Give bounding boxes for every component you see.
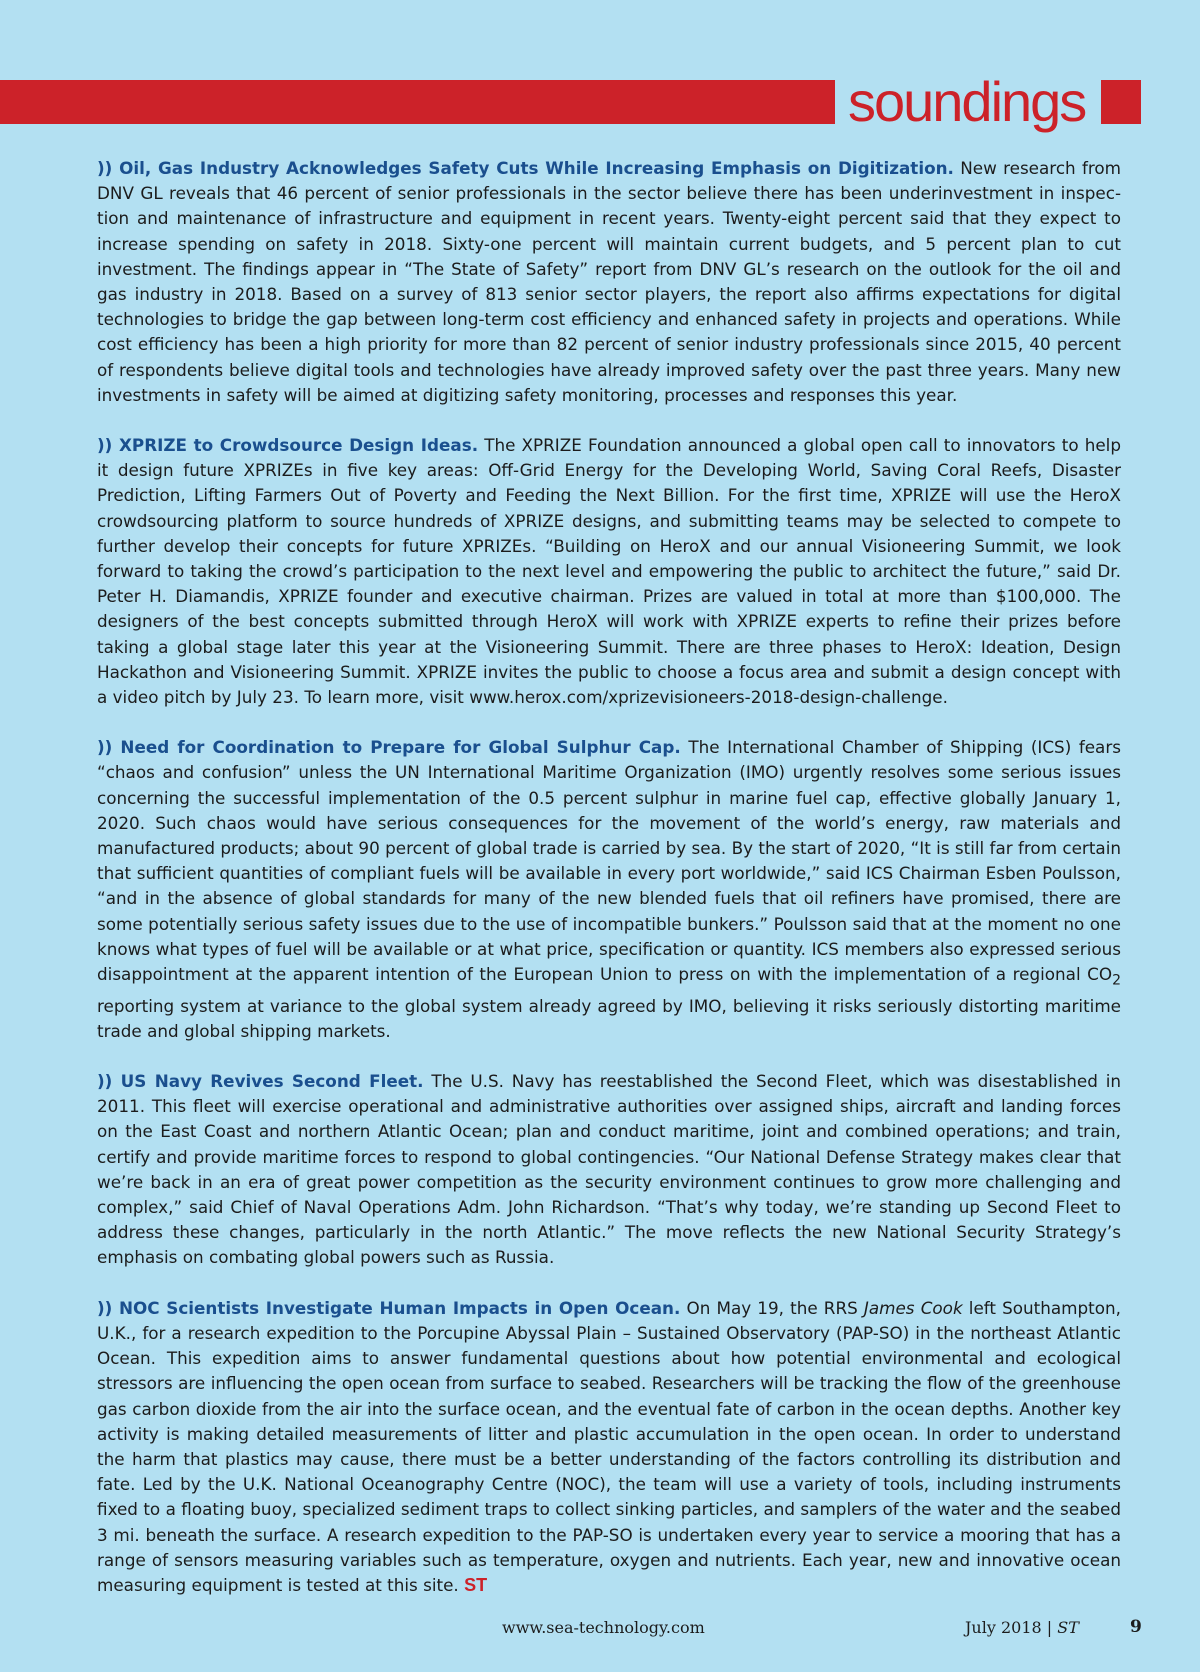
article-body-continued: left Southampton, U.K., for a research expedition to the Porcupine Abyssal Plain – Sustained Observatory (PAP-SO) in the northeast Atlantic Ocean. This expedition aims to answer fundamental questions about how potential environmental and ecological stressors are influencing the open ocean from surface to seabed. Researchers will be tracking the flow of the greenhouse gas carbon dioxide from the air into the surface ocean, and the eventual fate of carbon in the ocean depths. Another key activity is making detailed measurements of litter and plastic accumulation in the open ocean. In order to understand the harm that plastics may cause, there must be a better understanding of the factors controlling its distribution and fate. Led by the U.K. National Oceanography Centre (NOC), the team will use a variety of tools, including instruments fixed to a floating buoy, specialized sediment traps to collect sinking particles, and samplers of the water and the seabed 3 mi. beneath the surface. A research expedition to the PAP-SO is undertaken every year to service a mooring that has a range of sensors measuring variables such as temperature, oxygen and nutrients. Each year, new and innovative ocean measuring equipment is tested at this site. xyxy=(97,1297,1121,1595)
magazine-abbrev: ST xyxy=(1057,1618,1079,1637)
article-headline: )) US Navy Revives Second Fleet. xyxy=(97,1071,424,1092)
section-title: soundings xyxy=(848,70,1086,133)
article-body: On May 19, the RRS xyxy=(686,1297,864,1318)
article-body: The International Chamber of Shipping (ICS) fears “chaos and confusion” unless the UN International Maritime Organization (IMO) urgently resolves some serious issues concerning the successful implementation of the 0.5 percent sulphur in marine fuel cap, effective globally January 1, 2020. Such chaos would have serious consequences for the movement of the world’s energy, raw materials and manufactured products; about 90 percent of global trade is carried by sea. By the start of 2020, “It is still far from certain that sufficient quantities of compliant fuels will be available in every port worldwide,” said ICS Chairman Esben Poulsson, “and in the absence of global standards for many of the new blended fuels that oil refiners have promised, there are some potentially serious safety issues due to the use of incompatible bunkers.” Poulsson said that at the moment no one knows what types of fuel will be available or at what price, specification or quantity. ICS members also expressed serious disappointment at the apparent intention of the European Union to press on with the implementation of a regional CO xyxy=(97,737,1121,985)
issue-date: July 2018 | xyxy=(965,1618,1058,1637)
footer-url: www.sea-technology.com xyxy=(502,1618,705,1637)
article-noc-scientists xyxy=(97,1296,1121,1598)
page-number: 9 xyxy=(1130,1617,1142,1637)
article-sulphur-cap xyxy=(97,735,1121,1044)
article-oil-gas-safety xyxy=(97,156,1121,408)
footer-issue xyxy=(965,1618,1079,1637)
article-xprize xyxy=(97,433,1121,710)
article-body: The XPRIZE Foundation announced a global open call to innovators to help it design future XPRIZEs in five key areas: Off-Grid Energy for the Developing World, Saving Coral Reefs, Disaster Prediction, Lifting Farmers Out of Poverty and Feeding the Next Billion. For the first time, XPRIZE will use the HeroX crowdsourcing platform to source hundreds of XPRIZE designs, and submitting teams may be selected to compete to further develop their concepts for future XPRIZEs. “Building on HeroX and our annual Visioneering Summit, we look forward to taking the crowd’s participation to the next level and empowering the public to architect the future,” said Dr. Peter H. Diamandis, XPRIZE founder and executive chairman. Prizes are valued in total at more than $100,000. The designers of the best concepts submitted through HeroX will work with XPRIZE experts to refine their prizes before taking a global stage later this year at the Visioneering Summit. There are three phases to HeroX: Ideation, Design Hackathon and Visioneering Summit. XPRIZE invites the public to choose a focus area and submit a design concept with a video pitch by July 23. To learn more, visit www.herox.com/xprizevisioneers-2018-design-challenge. xyxy=(97,435,1121,708)
article-headline: )) XPRIZE to Crowdsource Design Ideas. xyxy=(97,435,479,456)
article-body: The U.S. Navy has reestablished the Second Fleet, which was disestablished in 2011. This fleet will exercise operational and administrative authorities over assigned ships, aircraft and landing forces on the East Coast and northern Atlantic Ocean; plan and conduct maritime, joint and combined operations; and train, certify and provide maritime forces to respond to global contingencies. “Our National Defense Strategy makes clear that we’re back in an era of great power competition as the security environment continues to grow more challenging and complex,” said Chief of Naval Operations Adm. John Richardson. “That’s why today, we’re standing up Second Fleet to address these changes, particularly in the north Atlantic.” The move reflects the new National Security Strategy’s emphasis on combating global powers such as Russia. xyxy=(97,1071,1122,1268)
article-body-continued: reporting system at variance to the global system already agreed by IMO, believing it risks seriously distorting maritime trade and global shipping markets. xyxy=(97,995,1121,1041)
article-headline: )) NOC Scientists Investigate Human Impacts in Open Ocean. xyxy=(97,1297,681,1318)
co2-subscript: 2 xyxy=(1112,972,1121,989)
header-banner-bar xyxy=(0,80,835,124)
article-headline: )) Need for Coordination to Prepare for Global Sulphur Cap. xyxy=(97,737,681,758)
article-second-fleet xyxy=(97,1069,1121,1271)
article-list xyxy=(97,156,1121,1623)
article-body: New research from DNV GL reveals that 46 percent of senior professionals in the sector believe there has been underinvestment in inspection and maintenance of infrastructure and equipment in recent years. Twenty-eight percent said that they expect to increase spending on safety in 2018. Sixty-one percent will maintain current budgets, and 5 percent plan to cut investment. The findings appear in “The State of Safety” report from DNV GL’s research on the outlook for the oil and gas industry in 2018. Based on a survey of 813 senior sector players, the report also affirms expectations for digital technologies to bridge the gap between long-term cost efficiency and enhanced safety in projects and operations. While cost efficiency has been a high priority for more than 82 percent of senior industry professionals since 2015, 40 percent of respondents believe digital tools and technologies have already improved safety over the past three years. Many new investments in safety will be aimed at digitizing safety monitoring, processes and responses this year. xyxy=(97,158,1122,405)
ship-name: James Cook xyxy=(863,1297,963,1318)
article-headline: )) Oil, Gas Industry Acknowledges Safety Cuts While Increasing Emphasis on Digitization. xyxy=(97,158,954,178)
end-mark: ST xyxy=(464,1574,488,1595)
header-banner-block xyxy=(1101,80,1141,124)
